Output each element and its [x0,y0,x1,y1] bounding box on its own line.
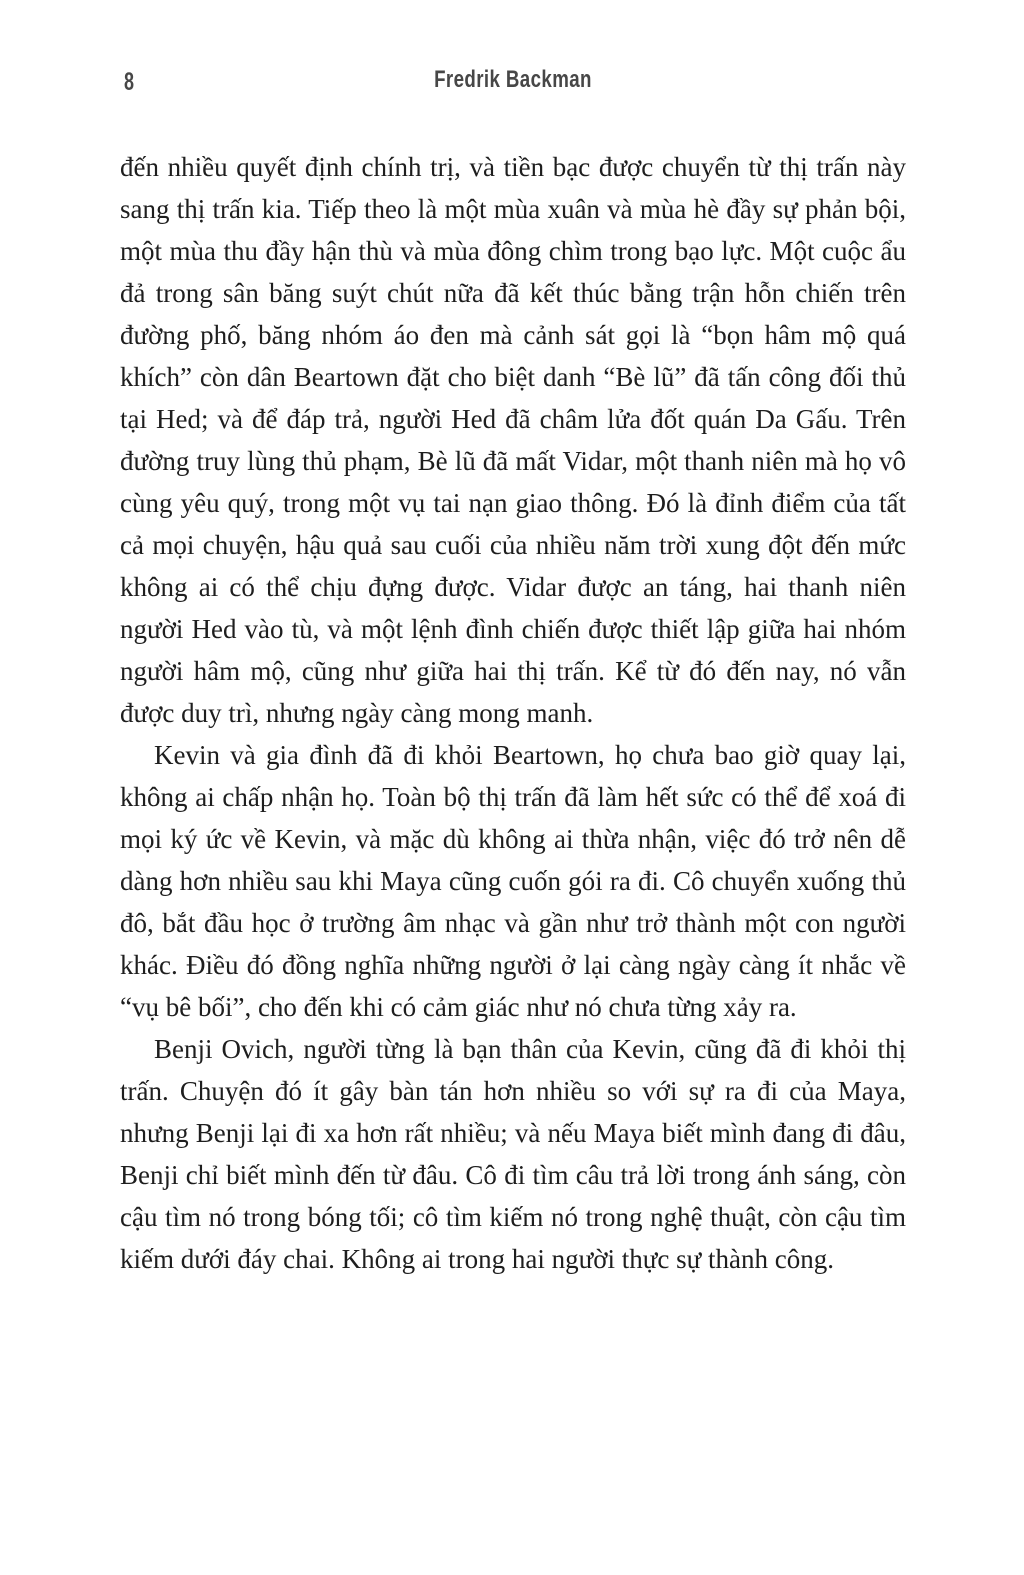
page-body [120,146,906,1280]
paragraph: đến nhiều quyết định chính trị, và tiền bạc được chuyển từ thị trấn này sang thị trấn kia. Tiếp theo là một mùa xuân và mùa hè đầy sự phản bội, một mùa thu đầy hận thù và mùa đông chìm trong bạo lực. Một cuộc ẩu đả trong sân băng suýt chút nữa đã kết thúc bằng trận hỗn chiến trên đường phố, băng nhóm áo đen mà cảnh sát gọi là “bọn hâm mộ quá khích” còn dân Beartown đặt cho biệt danh “Bè lũ” đã tấn công đối thủ tại Hed; và để đáp trả, người Hed đã châm lửa đốt quán Da Gấu. Trên đường truy lùng thủ phạm, Bè lũ đã mất Vidar, một thanh niên mà họ vô cùng yêu quý, trong một vụ tai nạn giao thông. Đó là đỉnh điểm của tất cả mọi chuyện, hậu quả sau cuối của nhiều năm trời xung đột đến mức không ai có thể chịu đựng được. Vidar được an táng, hai thanh niên người Hed vào tù, và một lệnh đình chiến được thiết lập giữa hai nhóm người hâm mộ, cũng như giữa hai thị trấn. Kể từ đó đến nay, nó vẫn được duy trì, nhưng ngày càng mong manh. [120,152,906,728]
running-header-author: Fredrik Backman [434,66,592,93]
paragraph: Kevin và gia đình đã đi khỏi Beartown, họ chưa bao giờ quay lại, không ai chấp nhận họ. Toàn bộ thị trấn đã làm hết sức có thể để xoá đi mọi ký ức về Kevin, và mặc dù không ai thừa nhận, việc đó trở nên dễ dàng hơn nhiều sau khi Maya cũng cuốn gói ra đi. Cô chuyển xuống thủ đô, bắt đầu học ở trường âm nhạc và gần như trở thành một con người khác. Điều đó đồng nghĩa những người ở lại càng ngày càng ít nhắc về “vụ bê bối”, cho đến khi có cảm giác như nó chưa từng xảy ra. [120,740,906,1022]
page-header [120,66,906,102]
page-number: 8 [124,68,135,96]
paragraph: Benji Ovich, người từng là bạn thân của Kevin, cũng đã đi khỏi thị trấn. Chuyện đó ít gây bàn tán hơn nhiều so với sự ra đi của Maya, nhưng Benji lại đi xa hơn rất nhiều; và nếu Maya biết mình đang đi đâu, Benji chỉ biết mình đến từ đâu. Cô đi tìm câu trả lời trong ánh sáng, còn cậu tìm nó trong bóng tối; cô tìm kiếm nó trong nghệ thuật, còn cậu tìm kiếm dưới đáy chai. Không ai trong hai người thực sự thành công. [120,1034,906,1274]
